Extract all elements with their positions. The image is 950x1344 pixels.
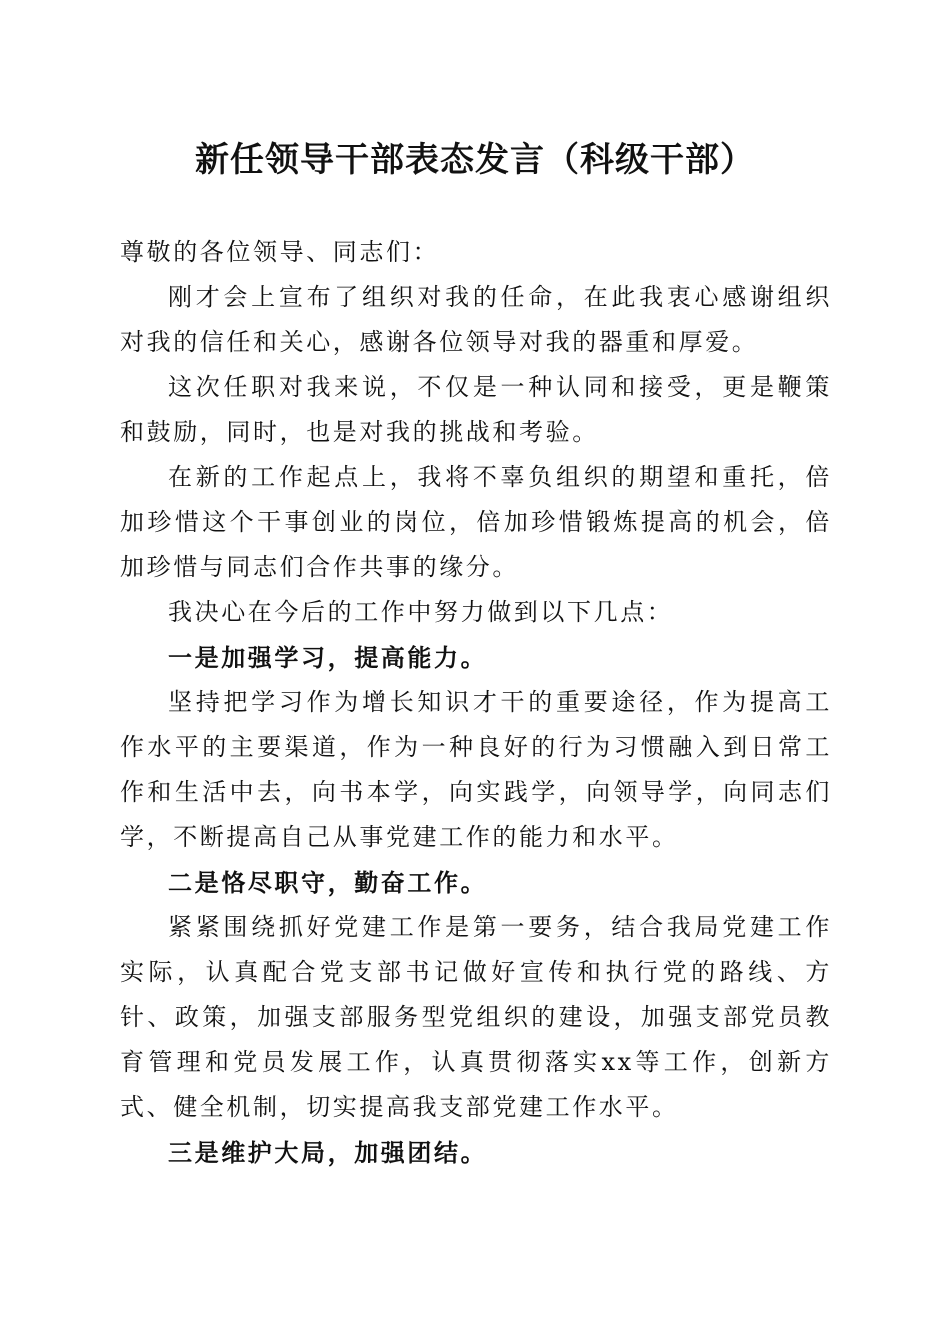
document-body — [120, 230, 832, 1175]
paragraph-commitment: 在新的工作起点上，我将不辜负组织的期望和重托，倍加珍惜这个干事创业的岗位，倍加珍惜锻炼提高的机会，倍加珍惜与同志们合作共事的缘分。 — [120, 463, 832, 581]
section-heading-study: 一是加强学习，提高能力。 — [168, 643, 488, 672]
salutation: 尊敬的各位领导、同志们： — [120, 238, 440, 266]
section-heading-duty: 二是恪尽职守，勤奋工作。 — [168, 868, 488, 897]
paragraph-resolution: 我决心在今后的工作中努力做到以下几点： — [168, 598, 674, 626]
paragraph-duty: 紧紧围绕抓好党建工作是第一要务，结合我局党建工作实际，认真配合党支部书记做好宣传和执行党的路线、方针、政策，加强支部服务型党组织的建设，加强支部党员教育管理和党员发展工作，认真贯彻落实xx等工作，创新方式、健全机制，切实提高我支部党建工作水平。 — [120, 913, 832, 1121]
paragraph-appreciation: 刚才会上宣布了组织对我的任命，在此我衷心感谢组织对我的信任和关心，感谢各位领导对我的器重和厚爱。 — [120, 283, 832, 356]
document-title: 新任领导干部表态发言（科级干部） — [195, 140, 755, 180]
paragraph-challenge: 这次任职对我来说，不仅是一种认同和接受，更是鞭策和鼓励，同时，也是对我的挑战和考验。 — [120, 373, 832, 446]
paragraph-study: 坚持把学习作为增长知识才干的重要途径，作为提高工作水平的主要渠道，作为一种良好的行为习惯融入到日常工作和生活中去，向书本学，向实践学，向领导学，向同志们学，不断提高自己从事党建工作的能力和水平。 — [120, 688, 832, 851]
section-heading-unity: 三是维护大局，加强团结。 — [168, 1138, 488, 1167]
